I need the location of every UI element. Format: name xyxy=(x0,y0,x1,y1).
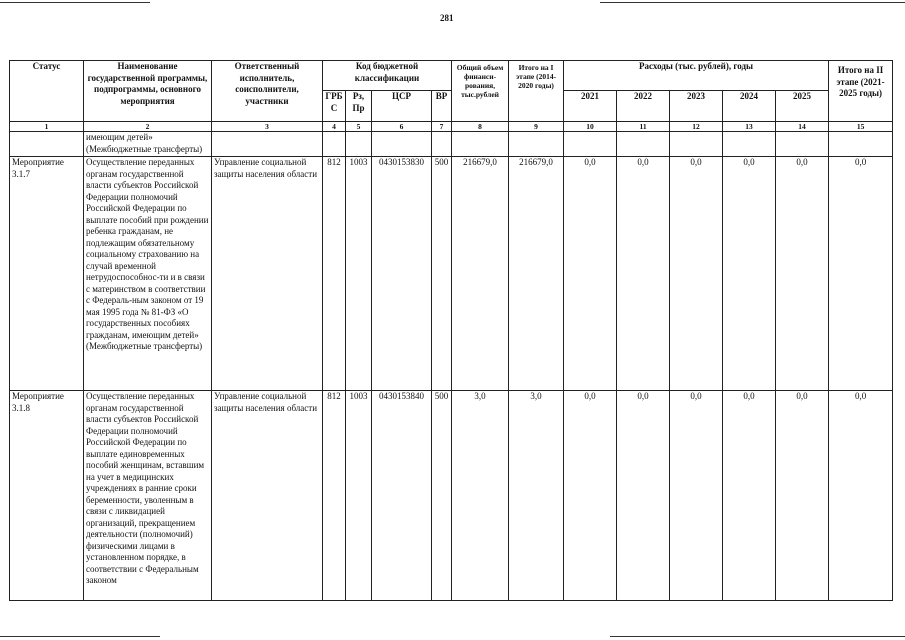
row-rzpr: 1003 xyxy=(346,391,372,601)
row-2022: 0,0 xyxy=(617,157,670,391)
table-row xyxy=(10,157,893,391)
header-stage1: Итого на I этапе (2014-2020 годы) xyxy=(509,61,564,122)
col-num: 10 xyxy=(564,122,617,132)
header-2022: 2022 xyxy=(617,91,670,122)
header-status: Статус xyxy=(10,61,84,122)
header-stage2: Итого на II этапе (2021-2025 годы) xyxy=(829,61,893,122)
row-rzpr: 1003 xyxy=(346,157,372,391)
row-csr: 0430153830 xyxy=(372,157,432,391)
column-number-row xyxy=(10,122,893,132)
row-2023: 0,0 xyxy=(670,391,723,601)
col-num: 3 xyxy=(212,122,323,132)
header-2025: 2025 xyxy=(776,91,829,122)
row-name: Осуществление переданных органам государственной власти субъектов Российской Федерации полномочий Российской Федерации по выплате единовременных пособий женщинам, вставшим на учет в медицинских учреждениях в ранние сроки беременности, уволенным в связи с ликвидацией организаций, прекращением деятельности (полномочий) физическими лицами в установленном порядке, в соответствии с Федеральным законом xyxy=(84,391,212,601)
top-rule-left xyxy=(0,2,150,3)
row-grbs: 812 xyxy=(323,391,346,601)
col-num: 12 xyxy=(670,122,723,132)
row-2024: 0,0 xyxy=(723,157,776,391)
row-2025: 0,0 xyxy=(776,391,829,601)
top-rule-right xyxy=(600,2,905,3)
header-2024: 2024 xyxy=(723,91,776,122)
col-num: 9 xyxy=(509,122,564,132)
row-2025: 0,0 xyxy=(776,157,829,391)
row-2021: 0,0 xyxy=(564,157,617,391)
col-num: 5 xyxy=(346,122,372,132)
header-grbs: ГРБ С xyxy=(323,91,346,122)
row-status: Мероприятие 3.1.8 xyxy=(10,391,84,601)
row-2022: 0,0 xyxy=(617,391,670,601)
table-row xyxy=(10,391,893,601)
col-num: 1 xyxy=(10,122,84,132)
header-expenses: Расходы (тыс. рублей), годы xyxy=(564,61,829,91)
header-total-volume: Общий объем финанси-рования, тыс.рублей xyxy=(452,61,509,122)
header-rzpr: Рз, Пр xyxy=(346,91,372,122)
col-num: 4 xyxy=(323,122,346,132)
continuation-text: имеющим детей» (Межбюджетные трансферты) xyxy=(84,132,212,157)
row-2021: 0,0 xyxy=(564,391,617,601)
header-csr: ЦСР xyxy=(372,91,432,122)
row-vr: 500 xyxy=(432,391,452,601)
row-total: 3,0 xyxy=(452,391,509,601)
col-num: 8 xyxy=(452,122,509,132)
page-number: 281 xyxy=(440,13,454,23)
row-stage2: 0,0 xyxy=(829,157,893,391)
row-2023: 0,0 xyxy=(670,157,723,391)
col-num: 13 xyxy=(723,122,776,132)
continuation-row xyxy=(10,132,893,157)
row-executor: Управление социальной защиты населения области xyxy=(212,391,323,601)
col-num: 11 xyxy=(617,122,670,132)
row-name: Осуществление переданных органам государственной власти субъектов Российской Федерации полномочий Российской Федерации по выплате пособий при рождении ребенка гражданам, не подлежащим обязательному социальному страхованию на случай временной нетрудоспособнос-ти и в связи с материнством в соответствии с Федераль-ным законом от 19 мая 1995 года № 81-ФЗ «О государственных пособиях гражданам, имеющим детей» (Межбюджетные трансферты) xyxy=(84,157,212,391)
row-vr: 500 xyxy=(432,157,452,391)
col-num: 6 xyxy=(372,122,432,132)
row-executor: Управление социальной защиты населения области xyxy=(212,157,323,391)
col-num: 14 xyxy=(776,122,829,132)
header-vr: ВР xyxy=(432,91,452,122)
row-stage1: 3,0 xyxy=(509,391,564,601)
row-2024: 0,0 xyxy=(723,391,776,601)
row-stage1: 216679,0 xyxy=(509,157,564,391)
col-num: 15 xyxy=(829,122,893,132)
header-2021: 2021 xyxy=(564,91,617,122)
header-2023: 2023 xyxy=(670,91,723,122)
header-budget-code: Код бюджетной классификации xyxy=(323,61,452,91)
row-total: 216679,0 xyxy=(452,157,509,391)
row-stage2: 0,0 xyxy=(829,391,893,601)
bottom-rule-left xyxy=(0,636,160,637)
budget-table xyxy=(9,60,893,601)
header-name: Наименование государственной программы, подпрограммы, основного мероприятия xyxy=(84,61,212,122)
row-grbs: 812 xyxy=(323,157,346,391)
header-executor: Ответственный исполнитель, соисполнители, участники xyxy=(212,61,323,122)
col-num: 2 xyxy=(84,122,212,132)
col-num: 7 xyxy=(432,122,452,132)
bottom-rule-right xyxy=(610,636,905,637)
row-csr: 0430153840 xyxy=(372,391,432,601)
row-status: Мероприятие 3.1.7 xyxy=(10,157,84,391)
